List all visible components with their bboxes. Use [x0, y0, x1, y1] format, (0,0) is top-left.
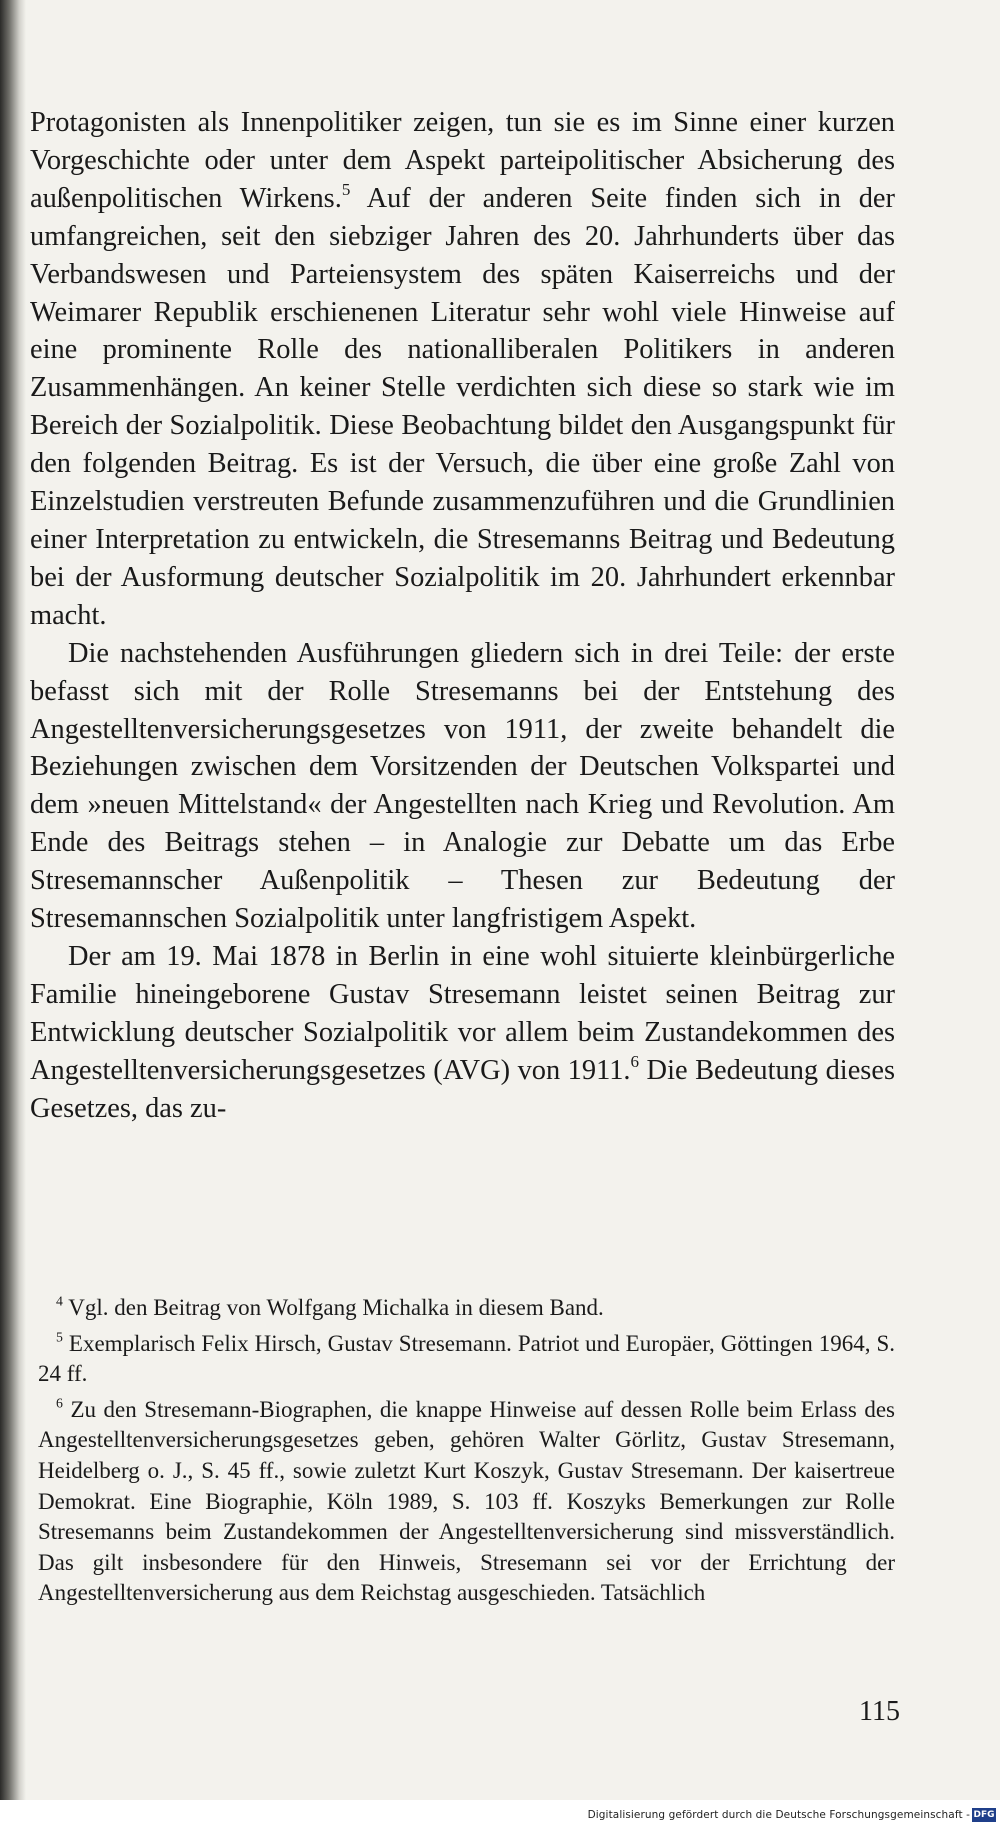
paragraph-1-text: Protagonisten als Innenpolitiker zeigen, tun sie es im Sinne einer kurzen Vorgeschichte oder unter dem Aspekt parteipolitischer Absicherung des außenpolitischen Wirkens.: [30, 107, 895, 214]
footnote-text: Exemplarisch Felix Hirsch, Gustav Stresemann. Patriot und Europäer, Göttingen 1964, S. 24 ff.: [38, 1330, 895, 1387]
paragraph-3-continuation: Die Bedeutung dieses Gesetzes, das zu-: [30, 1054, 895, 1124]
main-text: [30, 104, 895, 1127]
paragraph-1: [30, 104, 895, 635]
footnote-4: [38, 1293, 895, 1324]
footnotes: [38, 1293, 895, 1609]
footnote-mark: 4: [56, 1293, 63, 1309]
footnote-5: [38, 1329, 895, 1390]
footnote-mark: 5: [56, 1328, 63, 1344]
paragraph-3: [30, 938, 895, 1128]
dfg-logo: DFG: [973, 1810, 995, 1820]
book-spine-shadow: [0, 0, 26, 1828]
footnote-text: Zu den Stresemann-Biographen, die knappe Hinweise auf dessen Rolle beim Erlass des Angestelltenversicherungsgesetzes geben, gehören Walter Görlitz, Gustav Stresemann, Heidelberg o. J., S. 45 ff., sowie zuletzt Kurt Koszyk, Gustav Stresemann. Der kaisertreue Demokrat. Eine Biographie, Köln 1989, S. 103 ff. Koszyks Bemerkungen zur Rolle Stresemanns beim Zustandekommen der Angestelltenversicherung sind missverständlich. Das gilt insbesondere für den Hinweis, Stresemann sei vor der Errichtung der Angestelltenversicherung aus dem Reichstag ausgeschieden. Tatsächlich: [38, 1396, 895, 1606]
paragraph-3-text: Der am 19. Mai 1878 in Berlin in eine wohl situierte kleinbürgerliche Familie hineingeborene Gustav Stresemann leistet seinen Beitrag zur Entwicklung deutscher Sozialpolitik vor allem beim Zustandekommen des Angestelltenversicherungsgesetzes (AVG) von 1911.: [30, 940, 895, 1086]
footnote-text: Vgl. den Beitrag von Wolfgang Michalka in diesem Band.: [62, 1295, 604, 1320]
paragraph-2: Die nachstehenden Ausführungen gliedern sich in drei Teile: der erste befasst sich mit der Rolle Stresemanns bei der Entstehung des Angestelltenversicherungsgesetzes von 1911, der zweite behandelt die Beziehungen zwischen dem Vorsitzenden der Deutschen Volkspartei und dem »neuen Mittelstand« der Angestellten nach Krieg und Revolution. Am Ende des Beitrags stehen – in Analogie zur Debatte um das Erbe Stresemannscher Außenpolitik – Thesen zur Bedeutung der Stresemannschen Sozialpolitik unter langfristigem Aspekt.: [30, 637, 895, 935]
digitization-credit: Digitalisierung gefördert durch die Deutsche Forschungsgemeinschaft -: [587, 1809, 970, 1821]
footnote-mark: 6: [56, 1395, 63, 1411]
footnote-ref-5: 5: [341, 179, 351, 199]
footnote-ref-6: 6: [630, 1051, 640, 1071]
page-number: 115: [859, 1696, 900, 1727]
paragraph-1-continuation: Auf der anderen Seite finden sich in der umfangreichen, seit den siebziger Jahren des 20. Jahrhunderts über das Verbandswesen und Parteiensystem des späten Kaiserreichs und der Weimarer Republik erschienenen Literatur sehr wohl viele Hinweise auf eine prominente Rolle des nationalliberalen Politikers in anderen Zusammenhängen. An keiner Stelle verdichten sich diese so stark wie im Bereich der Sozialpolitik. Diese Beobachtung bildet den Ausgangspunkt für den folgenden Beitrag. Es ist der Versuch, die über eine große Zahl von Einzelstudien verstreuten Befunde zusammenzuführen und die Grundlinien einer Interpretation zu entwickeln, die Stresemanns Beitrag und Bedeutung bei der Ausformung deutscher Sozialpolitik im 20. Jahrhundert erkennbar macht.: [30, 182, 895, 631]
footnote-6: [38, 1395, 895, 1609]
